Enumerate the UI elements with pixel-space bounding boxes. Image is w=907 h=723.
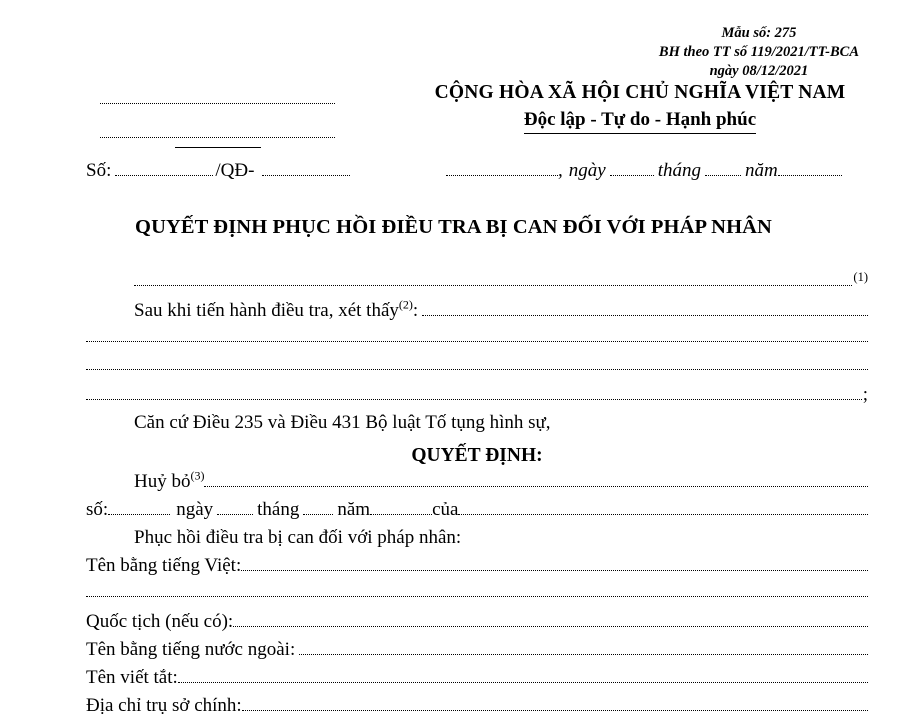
consideration-line-4 <box>86 384 868 412</box>
document-number-input[interactable] <box>115 162 213 176</box>
cancelled-doc-line <box>86 499 868 527</box>
cancelled-number-input[interactable] <box>108 501 170 515</box>
national-motto: Độc lập - Tự do - Hạnh phúc <box>524 109 756 134</box>
form-date: ngày 08/12/2021 <box>709 63 809 79</box>
consideration-input-2[interactable] <box>86 328 868 342</box>
field-row <box>86 555 868 583</box>
field-label-vietnamese-name: Tên bằng tiếng Việt: <box>86 555 242 576</box>
field-input-nationality[interactable] <box>233 613 868 627</box>
field-input-headquarters-address[interactable] <box>242 697 868 711</box>
consideration-input[interactable] <box>422 302 868 316</box>
consideration-input-4[interactable] <box>86 386 862 400</box>
field-input-vietnamese-name[interactable] <box>241 557 868 571</box>
cancelled-month-label: tháng <box>257 499 300 520</box>
cancelled-day-input[interactable] <box>217 501 253 515</box>
form-meta-block <box>659 24 859 81</box>
consideration-semicolon: ; <box>862 384 868 405</box>
issuing-agency-block <box>100 88 335 148</box>
consideration-line <box>86 297 868 328</box>
footnote-marker-1: (1) <box>853 270 868 284</box>
field-row <box>86 611 868 639</box>
field-input-abbreviation[interactable] <box>178 669 868 683</box>
agency-line-2[interactable] <box>100 122 335 138</box>
subject-line-1 <box>86 272 868 300</box>
field-label-headquarters-address: Địa chỉ trụ sở chính: <box>86 695 242 716</box>
legal-basis-line <box>86 412 868 441</box>
month-label: tháng <box>657 160 701 181</box>
cancelled-number-label: số: <box>86 499 109 520</box>
form-circular: BH theo TT số 119/2021/TT-BCA <box>658 44 859 60</box>
consideration-line-3 <box>86 356 868 384</box>
field-label-foreign-name: Tên bằng tiếng nước ngoài: <box>86 639 296 660</box>
form-number: Mẫu số: 275 <box>721 25 797 41</box>
place-input[interactable] <box>446 162 558 176</box>
field-row-continuation <box>86 583 868 611</box>
cancelled-year-label: năm <box>337 499 371 520</box>
footnote-marker-3: (3) <box>190 468 205 483</box>
country-name: CỘNG HÒA XÃ HỘI CHỦ NGHĨA VIỆT NAM <box>434 82 846 103</box>
day-label: ngày <box>568 160 606 181</box>
consideration-label: Sau khi tiến hành điều tra, xét thấy$^{(2)}$: <box>134 297 419 321</box>
field-row <box>86 667 868 695</box>
restore-label: Phục hồi điều tra bị can đối với pháp nhân: <box>134 527 462 548</box>
cancelled-of-label: của <box>432 499 459 520</box>
cancel-input[interactable] <box>204 473 868 487</box>
cancelled-month-input[interactable] <box>303 501 333 515</box>
document-number-separator: /QĐ- <box>215 160 255 181</box>
consideration-line-2 <box>86 328 868 356</box>
restore-line <box>86 527 868 555</box>
agency-line-1[interactable] <box>100 88 335 104</box>
year-label: năm <box>744 160 778 181</box>
field-label-abbreviation: Tên viết tắt: <box>86 667 178 688</box>
cancelled-issuer-input[interactable] <box>458 501 868 515</box>
legal-basis-text: Căn cứ Điều 235 và Điều 431 Bộ luật Tố tụng hình sự, <box>134 412 551 433</box>
cancel-line <box>86 468 868 499</box>
footnote-marker-2: (2) <box>398 297 413 312</box>
cancelled-day-label: ngày <box>176 499 214 520</box>
agency-divider-rule <box>175 147 261 148</box>
document-number-suffix-input[interactable] <box>262 162 350 176</box>
document-number-line <box>86 160 350 182</box>
field-row <box>86 639 868 667</box>
field-row <box>86 695 868 723</box>
day-input[interactable] <box>610 162 654 176</box>
field-label-nationality: Quốc tịch (nếu có): <box>86 611 234 632</box>
subject-input-1[interactable] <box>134 272 852 286</box>
place-comma: , <box>558 160 563 181</box>
month-input[interactable] <box>705 162 741 176</box>
decision-heading: QUYẾT ĐỊNH: <box>411 445 543 466</box>
year-input[interactable] <box>778 162 842 176</box>
consideration-input-3[interactable] <box>86 356 868 370</box>
national-heading <box>400 82 880 134</box>
field-input-foreign-name[interactable] <box>299 641 868 655</box>
cancelled-year-input[interactable] <box>370 501 432 515</box>
cancel-label: Huỷ bỏ$^{(3)}$ <box>134 468 205 492</box>
document-body <box>86 272 868 723</box>
issue-date-line <box>446 160 842 182</box>
document-number-label: Số: <box>86 160 112 181</box>
field-input-vietnamese-name-2[interactable] <box>86 583 868 597</box>
page-title: QUYẾT ĐỊNH PHỤC HỒI ĐIỀU TRA BỊ CAN ĐỐI VỚI PHÁP NHÂN <box>135 216 772 238</box>
